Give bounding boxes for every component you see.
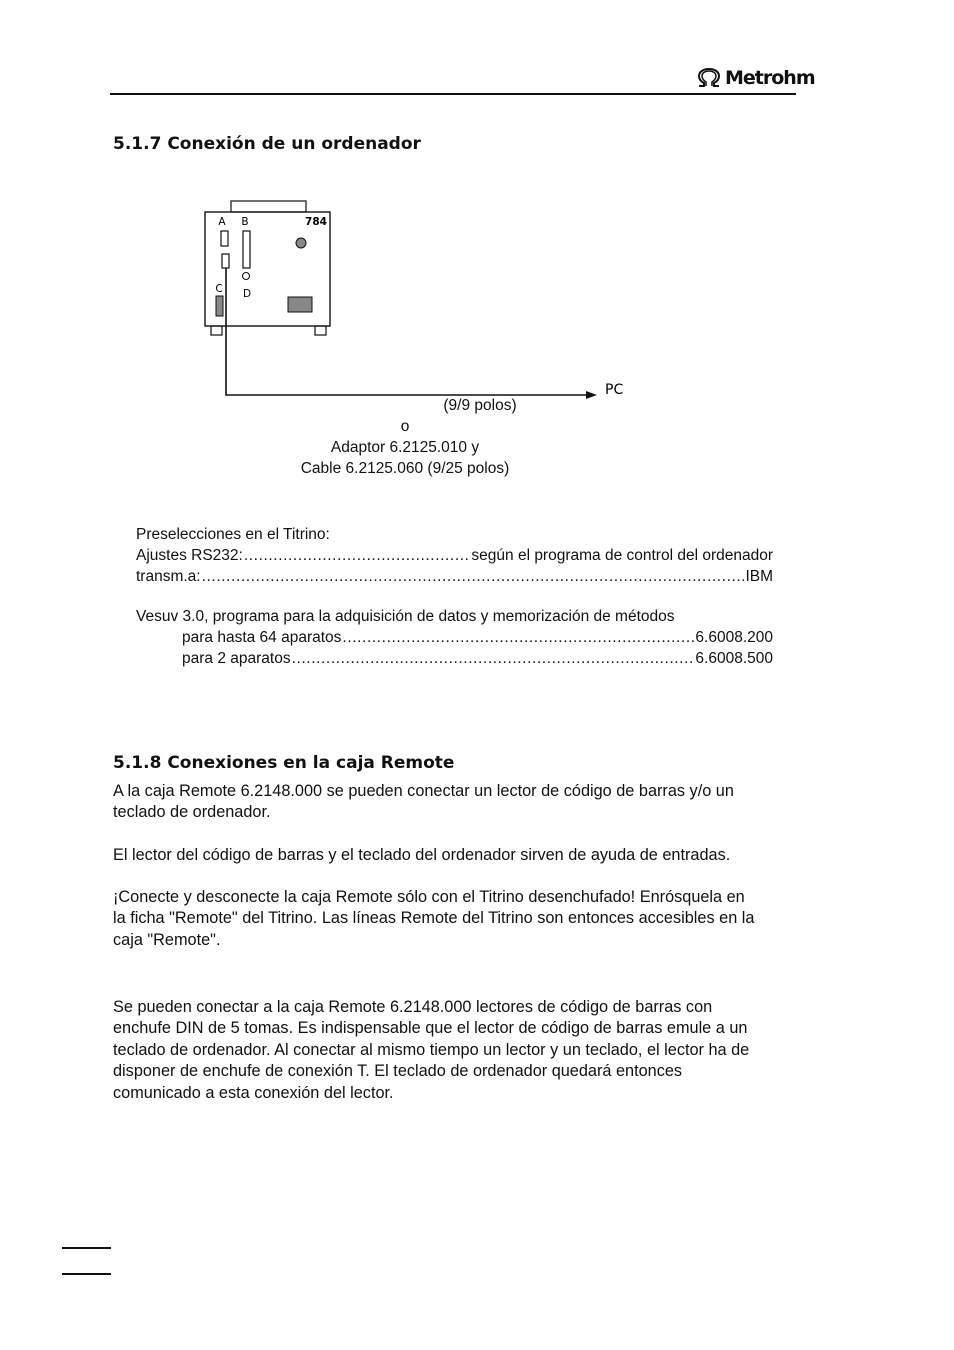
device-top-connector [231, 201, 306, 212]
header-rule [110, 93, 796, 95]
dot-leader [202, 566, 745, 587]
dot-leader [292, 648, 695, 669]
device-display [288, 297, 312, 312]
vesuv-row [182, 627, 773, 648]
text-line: enchufe DIN de 5 tomas. Es indispensable que el lector de código de barras emule a un [113, 1019, 748, 1038]
vesuv-value: 6.6008.200 [695, 629, 773, 646]
text-line: teclado de ordenador. Al conectar al mismo tiempo un lector y un teclado, el lector ha de [113, 1040, 750, 1059]
device-knob [296, 238, 306, 248]
port-c [216, 296, 223, 316]
preset-row [136, 566, 773, 587]
model-label: 784 [305, 216, 327, 228]
vesuv-row [182, 648, 773, 669]
text-line: comunicado a esta conexión del lector. [113, 1083, 394, 1102]
preset-label: Ajustes RS232: [136, 547, 243, 564]
paragraph [113, 887, 803, 951]
device-right-foot [315, 326, 326, 335]
metrohm-omega-icon [696, 68, 722, 88]
pc-cable [226, 268, 586, 395]
section-heading-5-1-7: 5.1.7 Conexión de un ordenador [113, 134, 421, 154]
arrow-head-icon [586, 391, 597, 399]
port-c-label: C [215, 283, 223, 295]
paragraph [113, 781, 803, 824]
cable-caption-1: (9/9 polos) [443, 397, 517, 414]
rs232-port [222, 254, 229, 268]
connection-diagram [190, 195, 650, 405]
dot-leader [244, 545, 471, 566]
vesuv-value: 6.6008.500 [695, 650, 773, 667]
text-line: disponer de enchufe de conexión T. El teclado de ordenador quedará entonces [113, 1062, 683, 1081]
preset-row [136, 545, 773, 566]
section-heading-5-1-8: 5.1.8 Conexiones en la caja Remote [113, 753, 455, 773]
dot-leader [342, 627, 694, 648]
port-b-label: B [241, 216, 249, 228]
paragraph [113, 997, 803, 1104]
vesuv-label: para hasta 64 aparatos [182, 629, 342, 646]
footer-rule-top [62, 1247, 111, 1249]
paragraph [113, 845, 803, 866]
logo-text: Metrohm [725, 67, 815, 89]
port-d [243, 273, 250, 280]
port-a-label: A [218, 216, 226, 228]
cable-caption-4: Cable 6.2125.060 (9/25 polos) [300, 460, 510, 477]
vesuv-label: para 2 aparatos [182, 650, 291, 667]
port-d-label: D [242, 288, 252, 300]
vesuv-line: Vesuv 3.0, programa para la adquisición de datos y memorización de métodos [136, 608, 675, 625]
preset-value: según el programa de control del ordenador [471, 547, 773, 564]
port-a [221, 231, 228, 246]
presets-title: Preselecciones en el Titrino: [136, 526, 330, 543]
cable-caption-3: Adaptor 6.2125.010 y [330, 439, 480, 456]
device-left-foot [211, 326, 222, 335]
text-line: ¡Conecte y desconecte la caja Remote sólo con el Titrino desenchufado! Enrósquela en [113, 888, 745, 906]
text-line: caja "Remote". [113, 930, 221, 949]
preset-label: transm.a: [136, 568, 201, 585]
preset-value: IBM [745, 568, 773, 585]
pc-label: PC [605, 382, 624, 398]
cable-caption-2: o [400, 418, 410, 435]
text-line: A la caja Remote 6.2148.000 se pueden conectar un lector de código de barras y/o un [113, 782, 734, 800]
port-b [243, 231, 250, 268]
text-line: Se pueden conectar a la caja Remote 6.2148.000 lectores de código de barras con [113, 998, 713, 1016]
footer-rule-bottom [62, 1273, 111, 1275]
text-line: El lector del código de barras y el teclado del ordenador sirven de ayuda de entradas. [113, 846, 731, 864]
metrohm-logo [696, 66, 815, 90]
text-line: la ficha "Remote" del Titrino. Las líneas Remote del Titrino son entonces accesibles en la [113, 909, 755, 928]
text-line: teclado de ordenador. [113, 803, 271, 822]
